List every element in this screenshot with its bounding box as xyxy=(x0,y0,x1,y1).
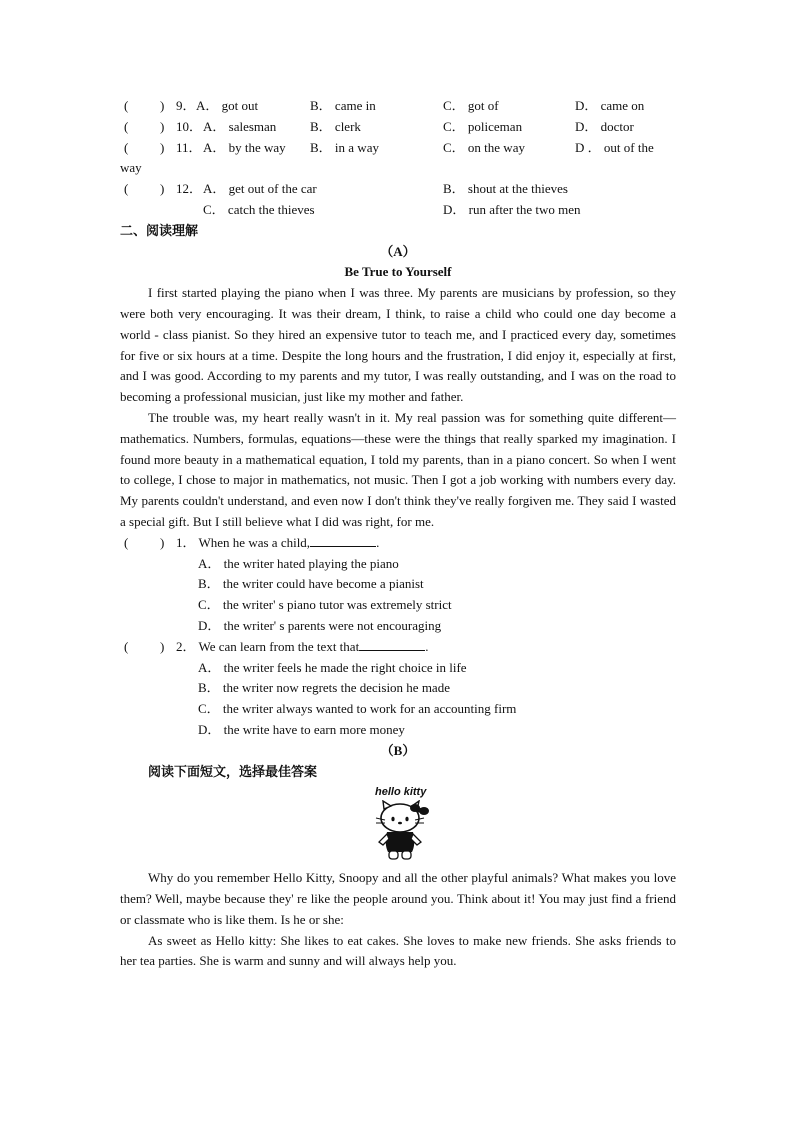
stem-end: . xyxy=(425,638,429,654)
passage-a-label: （A） xyxy=(380,243,416,259)
option-c: C． catch the thieves xyxy=(203,201,315,217)
option-b: B． clerk xyxy=(310,118,361,134)
question-stem: 2． We can learn from the text that xyxy=(176,638,360,654)
option-item: B． the writer could have become a pianist xyxy=(198,576,424,592)
question-11 xyxy=(120,138,676,159)
answer-paren-close: ) xyxy=(160,139,165,155)
option-item: D． the writer' s parents were not encouraging xyxy=(198,617,442,633)
option-item: C． the writer always wanted to work for an accounting firm xyxy=(198,701,517,717)
passage-a-paragraph-2: The trouble was, my heart really wasn't in it. My real passion was for something quite different—mathematics. Numbers, formulas, equations—these were the things that really sparked my imagination. I found more beauty in a mathematical equation, I told my parents, than in a piano concert. So when I went to college, I chose to major in mathematics, not music. Then I got a job working with numbers every day. My parents couldn't understand, and even now I don't think they've really forgiven me. They said I wasted a special gift. But I still believe what I did was right, for me. xyxy=(120,409,676,529)
question-11-continuation xyxy=(120,158,676,179)
passage-b-paragraph-2: As sweet as Hello kitty: She likes to eat cakes. She loves to make new friends. She asks friends to her tea parties. She is warm and sunny and will always help you. xyxy=(120,932,676,969)
answer-paren-close: ) xyxy=(160,534,165,550)
passage-b-paragraph-1: Why do you remember Hello Kitty, Snoopy and all the other playful animals? What makes you love them? Well, maybe because they' re like the people around you. Think about it! You may just find a friend or classmate who is like them. Is he or she: xyxy=(120,870,676,927)
answer-paren-close: ) xyxy=(160,98,165,113)
answer-blank xyxy=(310,534,376,547)
worksheet-page xyxy=(120,96,676,972)
reading-question-1 xyxy=(120,533,676,554)
answer-paren-open: ( xyxy=(124,638,129,654)
option-b: B． shout at the thieves xyxy=(443,181,568,197)
question-number: 12． xyxy=(176,181,203,197)
question-12-row2 xyxy=(120,200,676,221)
option-d: D． came on xyxy=(575,98,645,113)
answer-paren-close: ) xyxy=(160,638,165,654)
passage-b-instruction: 阅读下面短文，选择最佳答案 xyxy=(148,763,318,779)
answer-paren-open: ( xyxy=(124,181,129,197)
option-d: D． run after the two men xyxy=(443,201,581,217)
passage-a-paragraph-1: I first started playing the piano when I was three. My parents are musicians by profession, so they were both very encouraging. It was their dream, I think, to raise a child who could one day become a world - class pianist. So they hired an expensive tutor to teach me, and I practiced every day, sometimes for five or six hours at a time. Despite the long hours and the frustration, I did enjoy it, especially at first, and I was good. According to my parents and my tutor, I was really outstanding, and I was on the road to becoming a professional musician, just like my mother and father. xyxy=(120,285,676,405)
question-12 xyxy=(120,179,676,200)
question-number: 10． xyxy=(176,118,203,134)
option-a: A． salesman xyxy=(203,118,277,134)
passage-b-label: （B） xyxy=(380,742,416,758)
option-d: D ． out of the xyxy=(575,139,654,155)
option-c: C． on the way xyxy=(443,139,525,155)
option-item: A． the writer feels he made the right choice in life xyxy=(198,659,467,675)
passage-a-title: Be True to Yourself xyxy=(344,264,452,280)
section-title: 二、阅读理解 xyxy=(120,222,199,238)
option-b: B． in a way xyxy=(310,139,379,155)
question-stem: 1． When he was a child, xyxy=(176,534,311,550)
answer-paren-close: ) xyxy=(160,181,165,197)
option-item: B． the writer now regrets the decision he made xyxy=(198,680,450,696)
question-number: 11． xyxy=(176,139,202,155)
hello-kitty-caption: hello kitty xyxy=(375,786,427,799)
answer-paren-open: ( xyxy=(124,534,129,550)
option-c: C． policeman xyxy=(443,118,523,134)
answer-paren-open: ( xyxy=(124,98,129,113)
answer-paren-close: ) xyxy=(160,118,165,134)
answer-blank xyxy=(359,638,425,651)
hello-kitty-icon xyxy=(374,800,432,864)
option-a: A． got out xyxy=(196,98,259,113)
answer-paren-open: ( xyxy=(124,139,129,155)
option-d-continuation: way xyxy=(120,160,142,176)
option-item: C． the writer' s piano tutor was extremely strict xyxy=(198,597,452,613)
option-item: A． the writer hated playing the piano xyxy=(198,555,399,571)
option-b: B． came in xyxy=(310,98,376,113)
hello-kitty-figure xyxy=(120,782,676,868)
question-9 xyxy=(120,96,676,117)
option-a: A． by the way xyxy=(203,139,286,155)
option-c: C． got of xyxy=(443,98,499,113)
question-number: 9． xyxy=(176,98,196,113)
question-stem-container xyxy=(176,637,428,658)
question-10 xyxy=(120,117,676,138)
question-stem-container xyxy=(176,533,379,554)
option-d: D． doctor xyxy=(575,118,634,134)
answer-paren-open: ( xyxy=(124,118,129,134)
reading-question-2 xyxy=(120,637,676,658)
stem-end: . xyxy=(376,534,380,550)
option-item: D． the write have to earn more money xyxy=(198,721,405,737)
option-a: A． get out of the car xyxy=(203,181,317,197)
